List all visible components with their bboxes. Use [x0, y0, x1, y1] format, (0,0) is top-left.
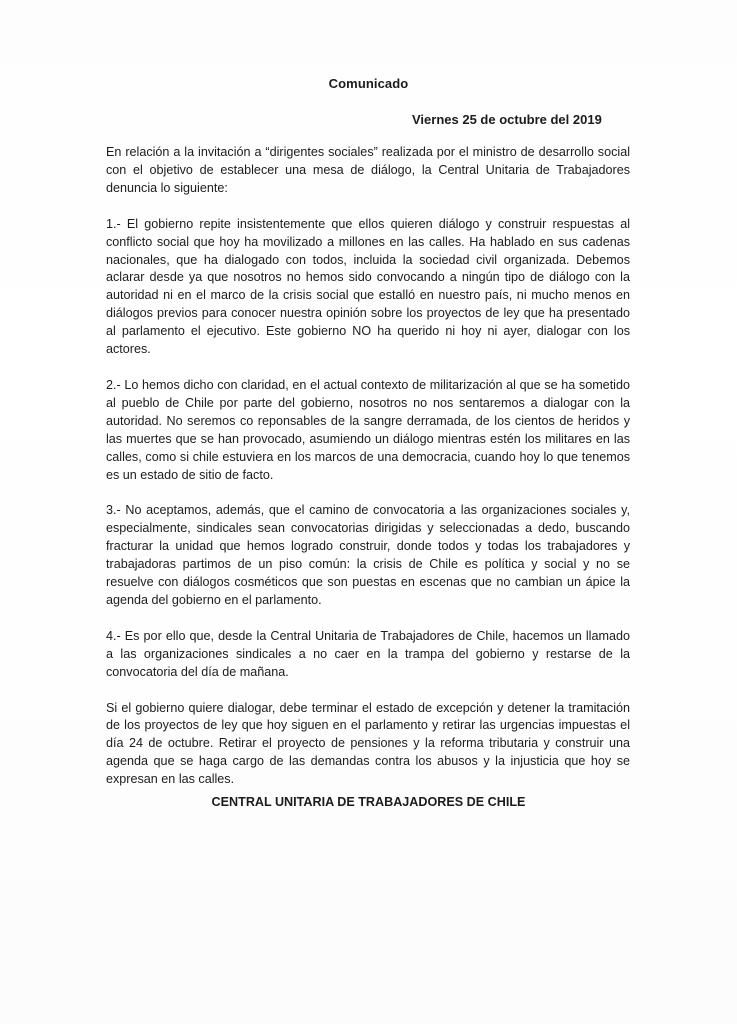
intro-paragraph: En relación a la invitación a “dirigentes sociales” realizada por el ministro de desarrollo social con el objetivo de establecer una mesa de diálogo, la Central Unitaria de Trabajadores denuncia lo siguiente: [106, 145, 630, 195]
document-title: Comunicado [328, 76, 409, 91]
document-date: Viernes 25 de octubre del 2019 [412, 112, 602, 127]
document-body [106, 144, 630, 807]
point-1-paragraph: 1.- El gobierno repite insistentemente que ellos quieren diálogo y construir respuestas al conflicto social que hoy ha movilizado a millones en las calles. Ha hablado en sus cadenas nacionales, que ha dialogado con todos, incluida la sociedad civil organizada. Debemos aclarar desde ya que nosotros no hemos sido convocando a ningún tipo de diálogo con la autoridad ni en el marco de la crisis social que estalló en nuestro país, ni mucho menos en diálogos previos para conocer nuestra opinión sobre los proyectos de ley que ha presentado al parlamento el ejecutivo. Este gobierno NO ha querido ni hoy ni ayer, dialogar con los actores. [106, 216, 630, 357]
point-4-paragraph: 4.- Es por ello que, desde la Central Unitaria de Trabajadores de Chile, hacemos un llamado a las organizaciones sindicales a no caer en la trampa del gobierno y restarse de la convocatoria del día de mañana. [106, 628, 630, 679]
closing-paragraph: Si el gobierno quiere dialogar, debe terminar el estado de excepción y detener la tramitación de los proyectos de ley que hoy siguen en el parlamento y retirar las urgencias impuestas el día 24 de octubre. Retirar el proyecto de pensiones y la reforma tributaria y construir una agenda que se haga cargo de las demandas contra los abusos y la injusticia que hoy se expresan en las calles. [106, 700, 630, 787]
document-signature: CENTRAL UNITARIA DE TRABAJADORES DE CHILE [211, 795, 526, 809]
point-3-paragraph: 3.- No aceptamos, además, que el camino de convocatoria a las organizaciones sociales y, especialmente, sindicales sean convocatorias dirigidas y seleccionadas a dedo, buscando fracturar la unidad que hemos logrado construir, donde todos y todas los trabajadores y trabajadoras partimos de un piso común: la crisis de Chile es política y social y no se resuelve con diálogos cosméticos que son puestas en escenas que no cambian un ápice la agenda del gobierno en el parlamento. [106, 503, 630, 607]
point-2-paragraph: 2.- Lo hemos dicho con claridad, en el actual contexto de militarización al que se ha sometido al pueblo de Chile por parte del gobierno, nosotros no nos sentaremos a dialogar con la autoridad. No seremos co reponsables de la sangre derramada, de los cientos de heridos y las muertes que se han provocado, asumiendo un diálogo mientras estén los militares en las calles, como si chile estuviera en los marcos de una democracia, cuando hoy lo que tenemos es un estado de sitio de facto. [106, 377, 630, 482]
